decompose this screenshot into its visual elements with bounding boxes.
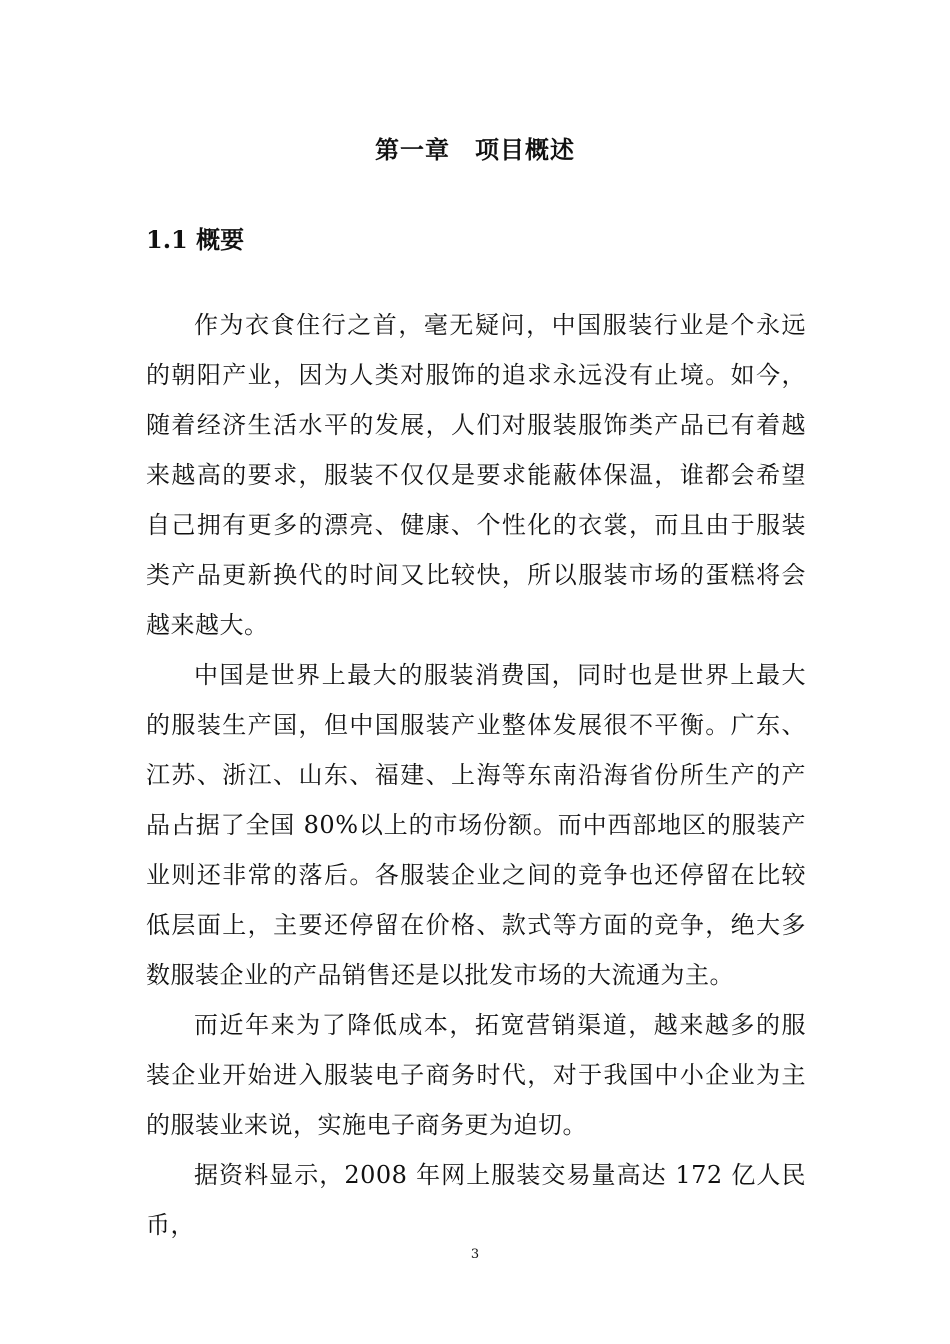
chapter-title: 第一章 项目概述 <box>375 135 575 164</box>
paragraph-market: 中国是世界上最大的服装消费国，同时也是世界上最大的服装生产国，但中国服装产业整体发展很不平衡。广东、江苏、浙江、山东、福建、上海等东南沿海省份所生产的产品占据了全国 80%以上的市场份额。而中西部地区的服装产业则还非常的落后。各服装企业之间的竞争也还停留在比较低层面上，主要还停留在价格、款式等方面的竞争，绝大多数服装企业的产品销售还是以批发市场的大流通为主。 <box>146 661 806 989</box>
paragraph-ecommerce: 而近年来为了降低成本，拓宽营销渠道，越来越多的服装企业开始进入服装电子商务时代，对于我国中小企业为主的服装业来说，实施电子商务更为迫切。 <box>146 1011 806 1139</box>
page-number: 3 <box>470 1247 480 1262</box>
paragraph-statistics: 据资料显示，2008 年网上服装交易量高达 172 亿人民币， <box>146 1161 806 1239</box>
body-text <box>146 300 806 1250</box>
section-title: 1.1 概要 <box>146 225 245 254</box>
paragraph-intro: 作为衣食住行之首，毫无疑问，中国服装行业是个永远的朝阳产业，因为人类对服饰的追求永远没有止境。如今，随着经济生活水平的发展，人们对服装服饰类产品已有着越来越高的要求，服装不仅仅是要求能蔽体保温，谁都会希望自己拥有更多的漂亮、健康、个性化的衣裳，而且由于服装类产品更新换代的时间又比较快，所以服装市场的蛋糕将会越来越大。 <box>146 311 806 639</box>
